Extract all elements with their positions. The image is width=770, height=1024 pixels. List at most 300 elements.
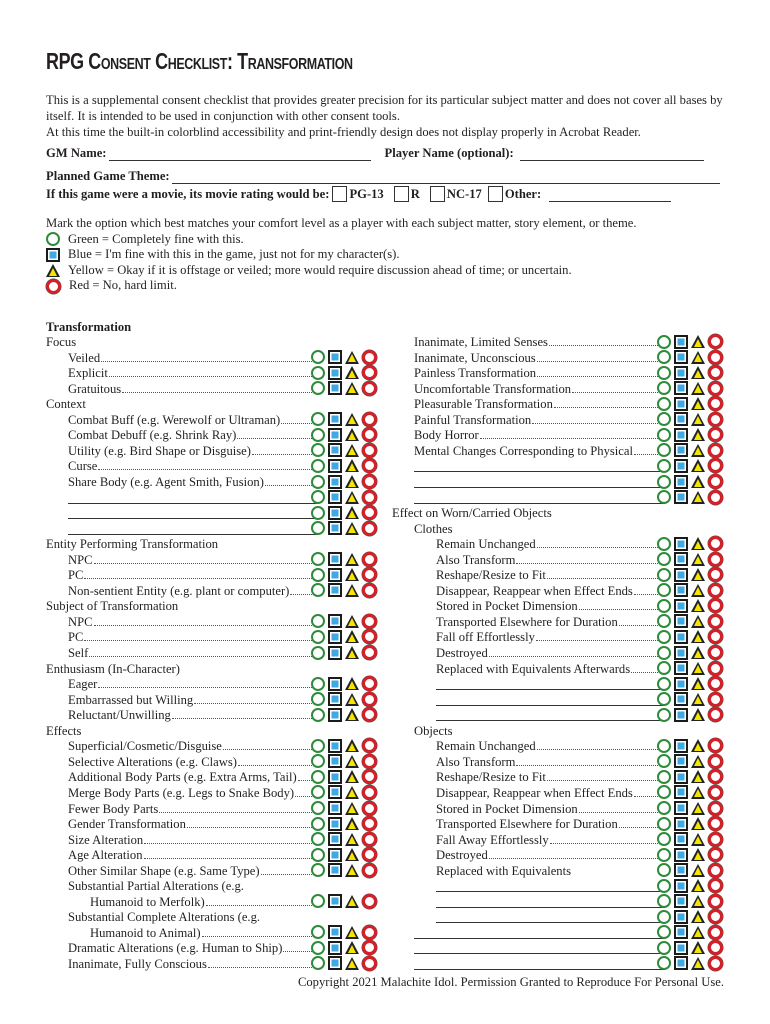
blue-square-icon[interactable] bbox=[328, 459, 342, 473]
yellow-triangle-icon[interactable] bbox=[345, 817, 359, 830]
red-circle-icon[interactable] bbox=[708, 443, 723, 458]
red-circle-icon[interactable] bbox=[708, 396, 723, 411]
green-circle-icon[interactable] bbox=[311, 956, 325, 970]
green-circle-icon[interactable] bbox=[311, 490, 325, 504]
green-circle-icon[interactable] bbox=[657, 630, 671, 644]
green-circle-icon[interactable] bbox=[657, 956, 671, 970]
green-circle-icon[interactable] bbox=[657, 848, 671, 862]
yellow-triangle-icon[interactable] bbox=[345, 475, 359, 488]
blue-square-icon[interactable] bbox=[328, 381, 342, 395]
yellow-triangle-icon[interactable] bbox=[345, 382, 359, 395]
blue-square-icon[interactable] bbox=[674, 770, 688, 784]
yellow-triangle-icon[interactable] bbox=[691, 351, 705, 364]
yellow-triangle-icon[interactable] bbox=[345, 895, 359, 908]
blue-square-icon[interactable] bbox=[674, 475, 688, 489]
yellow-triangle-icon[interactable] bbox=[691, 615, 705, 628]
yellow-triangle-icon[interactable] bbox=[691, 941, 705, 954]
red-circle-icon[interactable] bbox=[708, 427, 723, 442]
green-circle-icon[interactable] bbox=[311, 443, 325, 457]
green-circle-icon[interactable] bbox=[657, 475, 671, 489]
blue-square-icon[interactable] bbox=[674, 630, 688, 644]
blue-square-icon[interactable] bbox=[328, 490, 342, 504]
yellow-triangle-icon[interactable] bbox=[345, 584, 359, 597]
red-circle-icon[interactable] bbox=[362, 940, 377, 955]
write-in-field[interactable] bbox=[436, 705, 665, 706]
yellow-triangle-icon[interactable] bbox=[691, 382, 705, 395]
red-circle-icon[interactable] bbox=[362, 785, 377, 800]
green-circle-icon[interactable] bbox=[311, 475, 325, 489]
write-in-field[interactable] bbox=[436, 907, 665, 908]
blue-square-icon[interactable] bbox=[328, 941, 342, 955]
red-circle-icon[interactable] bbox=[708, 661, 723, 676]
green-circle-icon[interactable] bbox=[311, 754, 325, 768]
blue-square-icon[interactable] bbox=[328, 443, 342, 457]
yellow-triangle-icon[interactable] bbox=[691, 646, 705, 659]
yellow-triangle-icon[interactable] bbox=[345, 351, 359, 364]
green-circle-icon[interactable] bbox=[657, 754, 671, 768]
green-circle-icon[interactable] bbox=[657, 801, 671, 815]
blue-square-icon[interactable] bbox=[328, 552, 342, 566]
blue-square-icon[interactable] bbox=[328, 739, 342, 753]
red-circle-icon[interactable] bbox=[708, 614, 723, 629]
red-circle-icon[interactable] bbox=[708, 878, 723, 893]
green-circle-icon[interactable] bbox=[657, 863, 671, 877]
blue-square-icon[interactable] bbox=[328, 506, 342, 520]
green-circle-icon[interactable] bbox=[311, 521, 325, 535]
blue-square-icon[interactable] bbox=[328, 832, 342, 846]
green-circle-icon[interactable] bbox=[311, 739, 325, 753]
red-circle-icon[interactable] bbox=[362, 505, 377, 520]
write-in-field[interactable] bbox=[414, 471, 665, 472]
green-circle-icon[interactable] bbox=[657, 366, 671, 380]
red-circle-icon[interactable] bbox=[708, 801, 723, 816]
green-circle-icon[interactable] bbox=[311, 568, 325, 582]
blue-square-icon[interactable] bbox=[674, 428, 688, 442]
write-in-field[interactable] bbox=[414, 969, 665, 970]
red-circle-icon[interactable] bbox=[708, 552, 723, 567]
yellow-triangle-icon[interactable] bbox=[691, 786, 705, 799]
red-circle-icon[interactable] bbox=[362, 847, 377, 862]
green-circle-icon[interactable] bbox=[311, 770, 325, 784]
red-circle-icon[interactable] bbox=[708, 412, 723, 427]
red-circle-icon[interactable] bbox=[362, 769, 377, 784]
green-circle-icon[interactable] bbox=[657, 925, 671, 939]
blue-square-icon[interactable] bbox=[674, 785, 688, 799]
red-circle-icon[interactable] bbox=[708, 567, 723, 582]
yellow-triangle-icon[interactable] bbox=[345, 802, 359, 815]
green-circle-icon[interactable] bbox=[311, 894, 325, 908]
green-circle-icon[interactable] bbox=[657, 910, 671, 924]
red-circle-icon[interactable] bbox=[708, 474, 723, 489]
red-circle-icon[interactable] bbox=[362, 956, 377, 971]
green-circle-icon[interactable] bbox=[657, 397, 671, 411]
blue-square-icon[interactable] bbox=[328, 708, 342, 722]
red-circle-icon[interactable] bbox=[362, 676, 377, 691]
red-circle-icon[interactable] bbox=[362, 427, 377, 442]
green-circle-icon[interactable] bbox=[311, 832, 325, 846]
green-circle-icon[interactable] bbox=[657, 817, 671, 831]
yellow-triangle-icon[interactable] bbox=[345, 755, 359, 768]
yellow-triangle-icon[interactable] bbox=[691, 662, 705, 675]
blue-square-icon[interactable] bbox=[674, 599, 688, 613]
green-circle-icon[interactable] bbox=[657, 350, 671, 364]
red-circle-icon[interactable] bbox=[362, 754, 377, 769]
rating-checkbox-pg13[interactable] bbox=[332, 186, 347, 202]
yellow-triangle-icon[interactable] bbox=[691, 428, 705, 441]
yellow-triangle-icon[interactable] bbox=[345, 770, 359, 783]
blue-square-icon[interactable] bbox=[674, 350, 688, 364]
green-circle-icon[interactable] bbox=[311, 646, 325, 660]
green-circle-icon[interactable] bbox=[657, 428, 671, 442]
green-circle-icon[interactable] bbox=[657, 599, 671, 613]
yellow-triangle-icon[interactable] bbox=[345, 522, 359, 535]
red-circle-icon[interactable] bbox=[708, 925, 723, 940]
red-circle-icon[interactable] bbox=[362, 614, 377, 629]
blue-square-icon[interactable] bbox=[328, 366, 342, 380]
yellow-triangle-icon[interactable] bbox=[691, 864, 705, 877]
yellow-triangle-icon[interactable] bbox=[691, 413, 705, 426]
green-circle-icon[interactable] bbox=[311, 630, 325, 644]
red-circle-icon[interactable] bbox=[708, 334, 723, 349]
yellow-triangle-icon[interactable] bbox=[691, 708, 705, 721]
yellow-triangle-icon[interactable] bbox=[691, 770, 705, 783]
green-circle-icon[interactable] bbox=[657, 739, 671, 753]
blue-square-icon[interactable] bbox=[674, 335, 688, 349]
green-circle-icon[interactable] bbox=[311, 785, 325, 799]
yellow-triangle-icon[interactable] bbox=[345, 459, 359, 472]
blue-square-icon[interactable] bbox=[674, 552, 688, 566]
blue-square-icon[interactable] bbox=[328, 848, 342, 862]
blue-square-icon[interactable] bbox=[674, 692, 688, 706]
blue-square-icon[interactable] bbox=[328, 894, 342, 908]
red-circle-icon[interactable] bbox=[362, 738, 377, 753]
yellow-triangle-icon[interactable] bbox=[691, 817, 705, 830]
yellow-triangle-icon[interactable] bbox=[345, 957, 359, 970]
blue-square-icon[interactable] bbox=[674, 739, 688, 753]
yellow-triangle-icon[interactable] bbox=[345, 786, 359, 799]
green-circle-icon[interactable] bbox=[657, 770, 671, 784]
green-circle-icon[interactable] bbox=[657, 459, 671, 473]
red-circle-icon[interactable] bbox=[362, 863, 377, 878]
green-circle-icon[interactable] bbox=[311, 677, 325, 691]
yellow-triangle-icon[interactable] bbox=[691, 755, 705, 768]
blue-square-icon[interactable] bbox=[674, 677, 688, 691]
red-circle-icon[interactable] bbox=[362, 365, 377, 380]
yellow-triangle-icon[interactable] bbox=[691, 879, 705, 892]
write-in-field[interactable] bbox=[414, 938, 665, 939]
red-circle-icon[interactable] bbox=[708, 458, 723, 473]
yellow-triangle-icon[interactable] bbox=[691, 475, 705, 488]
blue-square-icon[interactable] bbox=[674, 397, 688, 411]
green-circle-icon[interactable] bbox=[657, 785, 671, 799]
blue-square-icon[interactable] bbox=[328, 817, 342, 831]
yellow-triangle-icon[interactable] bbox=[691, 584, 705, 597]
blue-square-icon[interactable] bbox=[328, 568, 342, 582]
blue-square-icon[interactable] bbox=[674, 381, 688, 395]
green-circle-icon[interactable] bbox=[657, 692, 671, 706]
blue-square-icon[interactable] bbox=[674, 956, 688, 970]
blue-square-icon[interactable] bbox=[674, 459, 688, 473]
write-in-field[interactable] bbox=[414, 487, 665, 488]
blue-square-icon[interactable] bbox=[328, 583, 342, 597]
yellow-triangle-icon[interactable] bbox=[345, 413, 359, 426]
green-circle-icon[interactable] bbox=[311, 941, 325, 955]
red-circle-icon[interactable] bbox=[362, 412, 377, 427]
red-circle-icon[interactable] bbox=[708, 785, 723, 800]
blue-square-icon[interactable] bbox=[328, 754, 342, 768]
yellow-triangle-icon[interactable] bbox=[691, 491, 705, 504]
green-circle-icon[interactable] bbox=[311, 412, 325, 426]
blue-square-icon[interactable] bbox=[328, 350, 342, 364]
blue-square-icon[interactable] bbox=[674, 646, 688, 660]
yellow-triangle-icon[interactable] bbox=[345, 428, 359, 441]
write-in-field[interactable] bbox=[436, 720, 665, 721]
green-circle-icon[interactable] bbox=[311, 848, 325, 862]
green-circle-icon[interactable] bbox=[657, 412, 671, 426]
green-circle-icon[interactable] bbox=[311, 863, 325, 877]
red-circle-icon[interactable] bbox=[708, 707, 723, 722]
green-circle-icon[interactable] bbox=[311, 428, 325, 442]
red-circle-icon[interactable] bbox=[708, 754, 723, 769]
gm-name-field[interactable] bbox=[109, 148, 371, 161]
yellow-triangle-icon[interactable] bbox=[691, 397, 705, 410]
red-circle-icon[interactable] bbox=[708, 676, 723, 691]
yellow-triangle-icon[interactable] bbox=[345, 693, 359, 706]
blue-square-icon[interactable] bbox=[328, 428, 342, 442]
red-circle-icon[interactable] bbox=[708, 598, 723, 613]
yellow-triangle-icon[interactable] bbox=[691, 926, 705, 939]
red-circle-icon[interactable] bbox=[708, 909, 723, 924]
yellow-triangle-icon[interactable] bbox=[345, 491, 359, 504]
blue-square-icon[interactable] bbox=[674, 817, 688, 831]
red-circle-icon[interactable] bbox=[362, 894, 377, 909]
blue-square-icon[interactable] bbox=[674, 490, 688, 504]
red-circle-icon[interactable] bbox=[708, 365, 723, 380]
blue-square-icon[interactable] bbox=[674, 583, 688, 597]
yellow-triangle-icon[interactable] bbox=[345, 833, 359, 846]
green-circle-icon[interactable] bbox=[657, 661, 671, 675]
rating-checkbox-r[interactable] bbox=[394, 186, 409, 202]
yellow-triangle-icon[interactable] bbox=[691, 568, 705, 581]
blue-square-icon[interactable] bbox=[674, 443, 688, 457]
red-circle-icon[interactable] bbox=[362, 521, 377, 536]
blue-square-icon[interactable] bbox=[328, 692, 342, 706]
red-circle-icon[interactable] bbox=[362, 583, 377, 598]
red-circle-icon[interactable] bbox=[362, 443, 377, 458]
green-circle-icon[interactable] bbox=[657, 381, 671, 395]
green-circle-icon[interactable] bbox=[311, 801, 325, 815]
yellow-triangle-icon[interactable] bbox=[345, 506, 359, 519]
red-circle-icon[interactable] bbox=[708, 894, 723, 909]
rating-checkbox-nc17[interactable] bbox=[430, 186, 445, 202]
blue-square-icon[interactable] bbox=[674, 568, 688, 582]
green-circle-icon[interactable] bbox=[657, 537, 671, 551]
yellow-triangle-icon[interactable] bbox=[691, 677, 705, 690]
yellow-triangle-icon[interactable] bbox=[345, 848, 359, 861]
green-circle-icon[interactable] bbox=[657, 490, 671, 504]
red-circle-icon[interactable] bbox=[708, 490, 723, 505]
blue-square-icon[interactable] bbox=[674, 661, 688, 675]
red-circle-icon[interactable] bbox=[708, 738, 723, 753]
red-circle-icon[interactable] bbox=[708, 629, 723, 644]
green-circle-icon[interactable] bbox=[657, 879, 671, 893]
red-circle-icon[interactable] bbox=[708, 816, 723, 831]
blue-square-icon[interactable] bbox=[328, 925, 342, 939]
player-name-field[interactable] bbox=[520, 148, 704, 161]
write-in-field[interactable] bbox=[68, 518, 319, 519]
blue-square-icon[interactable] bbox=[674, 894, 688, 908]
green-circle-icon[interactable] bbox=[311, 366, 325, 380]
red-circle-icon[interactable] bbox=[708, 769, 723, 784]
blue-square-icon[interactable] bbox=[674, 614, 688, 628]
green-circle-icon[interactable] bbox=[657, 894, 671, 908]
yellow-triangle-icon[interactable] bbox=[345, 630, 359, 643]
blue-square-icon[interactable] bbox=[674, 863, 688, 877]
red-circle-icon[interactable] bbox=[362, 458, 377, 473]
green-circle-icon[interactable] bbox=[311, 614, 325, 628]
yellow-triangle-icon[interactable] bbox=[691, 739, 705, 752]
blue-square-icon[interactable] bbox=[674, 708, 688, 722]
red-circle-icon[interactable] bbox=[708, 940, 723, 955]
yellow-triangle-icon[interactable] bbox=[691, 802, 705, 815]
green-circle-icon[interactable] bbox=[311, 459, 325, 473]
yellow-triangle-icon[interactable] bbox=[345, 366, 359, 379]
green-circle-icon[interactable] bbox=[311, 708, 325, 722]
red-circle-icon[interactable] bbox=[362, 381, 377, 396]
blue-square-icon[interactable] bbox=[328, 801, 342, 815]
yellow-triangle-icon[interactable] bbox=[691, 537, 705, 550]
blue-square-icon[interactable] bbox=[328, 785, 342, 799]
write-in-field[interactable] bbox=[68, 503, 319, 504]
blue-square-icon[interactable] bbox=[674, 925, 688, 939]
yellow-triangle-icon[interactable] bbox=[691, 366, 705, 379]
red-circle-icon[interactable] bbox=[708, 956, 723, 971]
red-circle-icon[interactable] bbox=[362, 645, 377, 660]
rating-checkbox-other[interactable] bbox=[488, 186, 503, 202]
red-circle-icon[interactable] bbox=[708, 832, 723, 847]
blue-square-icon[interactable] bbox=[674, 832, 688, 846]
blue-square-icon[interactable] bbox=[674, 848, 688, 862]
write-in-field[interactable] bbox=[436, 922, 665, 923]
green-circle-icon[interactable] bbox=[657, 614, 671, 628]
write-in-field[interactable] bbox=[414, 953, 665, 954]
blue-square-icon[interactable] bbox=[328, 646, 342, 660]
blue-square-icon[interactable] bbox=[674, 754, 688, 768]
yellow-triangle-icon[interactable] bbox=[691, 833, 705, 846]
blue-square-icon[interactable] bbox=[674, 412, 688, 426]
green-circle-icon[interactable] bbox=[657, 443, 671, 457]
green-circle-icon[interactable] bbox=[657, 335, 671, 349]
theme-field[interactable] bbox=[172, 171, 720, 184]
yellow-triangle-icon[interactable] bbox=[345, 568, 359, 581]
red-circle-icon[interactable] bbox=[362, 925, 377, 940]
green-circle-icon[interactable] bbox=[657, 832, 671, 846]
blue-square-icon[interactable] bbox=[674, 941, 688, 955]
red-circle-icon[interactable] bbox=[708, 583, 723, 598]
yellow-triangle-icon[interactable] bbox=[345, 615, 359, 628]
red-circle-icon[interactable] bbox=[362, 707, 377, 722]
yellow-triangle-icon[interactable] bbox=[345, 677, 359, 690]
red-circle-icon[interactable] bbox=[362, 832, 377, 847]
red-circle-icon[interactable] bbox=[708, 645, 723, 660]
yellow-triangle-icon[interactable] bbox=[345, 864, 359, 877]
red-circle-icon[interactable] bbox=[362, 567, 377, 582]
yellow-triangle-icon[interactable] bbox=[345, 926, 359, 939]
blue-square-icon[interactable] bbox=[328, 770, 342, 784]
write-in-field[interactable] bbox=[68, 534, 319, 535]
green-circle-icon[interactable] bbox=[657, 646, 671, 660]
blue-square-icon[interactable] bbox=[674, 801, 688, 815]
green-circle-icon[interactable] bbox=[657, 708, 671, 722]
red-circle-icon[interactable] bbox=[362, 801, 377, 816]
yellow-triangle-icon[interactable] bbox=[345, 708, 359, 721]
blue-square-icon[interactable] bbox=[674, 366, 688, 380]
red-circle-icon[interactable] bbox=[362, 490, 377, 505]
yellow-triangle-icon[interactable] bbox=[345, 739, 359, 752]
write-in-field[interactable] bbox=[414, 503, 665, 504]
yellow-triangle-icon[interactable] bbox=[345, 444, 359, 457]
green-circle-icon[interactable] bbox=[657, 583, 671, 597]
yellow-triangle-icon[interactable] bbox=[691, 335, 705, 348]
red-circle-icon[interactable] bbox=[362, 816, 377, 831]
green-circle-icon[interactable] bbox=[657, 568, 671, 582]
blue-square-icon[interactable] bbox=[328, 956, 342, 970]
green-circle-icon[interactable] bbox=[311, 506, 325, 520]
yellow-triangle-icon[interactable] bbox=[345, 646, 359, 659]
yellow-triangle-icon[interactable] bbox=[345, 941, 359, 954]
blue-square-icon[interactable] bbox=[328, 614, 342, 628]
yellow-triangle-icon[interactable] bbox=[345, 553, 359, 566]
red-circle-icon[interactable] bbox=[708, 350, 723, 365]
blue-square-icon[interactable] bbox=[328, 677, 342, 691]
green-circle-icon[interactable] bbox=[657, 552, 671, 566]
green-circle-icon[interactable] bbox=[311, 692, 325, 706]
red-circle-icon[interactable] bbox=[362, 350, 377, 365]
green-circle-icon[interactable] bbox=[311, 925, 325, 939]
yellow-triangle-icon[interactable] bbox=[691, 910, 705, 923]
yellow-triangle-icon[interactable] bbox=[691, 957, 705, 970]
blue-square-icon[interactable] bbox=[328, 475, 342, 489]
yellow-triangle-icon[interactable] bbox=[691, 444, 705, 457]
yellow-triangle-icon[interactable] bbox=[691, 553, 705, 566]
red-circle-icon[interactable] bbox=[708, 692, 723, 707]
green-circle-icon[interactable] bbox=[311, 350, 325, 364]
blue-square-icon[interactable] bbox=[674, 910, 688, 924]
yellow-triangle-icon[interactable] bbox=[691, 848, 705, 861]
red-circle-icon[interactable] bbox=[362, 552, 377, 567]
green-circle-icon[interactable] bbox=[311, 552, 325, 566]
yellow-triangle-icon[interactable] bbox=[691, 895, 705, 908]
yellow-triangle-icon[interactable] bbox=[691, 630, 705, 643]
blue-square-icon[interactable] bbox=[328, 521, 342, 535]
green-circle-icon[interactable] bbox=[657, 941, 671, 955]
blue-square-icon[interactable] bbox=[674, 537, 688, 551]
green-circle-icon[interactable] bbox=[311, 381, 325, 395]
green-circle-icon[interactable] bbox=[657, 677, 671, 691]
red-circle-icon[interactable] bbox=[362, 474, 377, 489]
green-circle-icon[interactable] bbox=[311, 817, 325, 831]
red-circle-icon[interactable] bbox=[362, 629, 377, 644]
rating-other-field[interactable] bbox=[549, 189, 671, 202]
blue-square-icon[interactable] bbox=[674, 879, 688, 893]
yellow-triangle-icon[interactable] bbox=[691, 599, 705, 612]
red-circle-icon[interactable] bbox=[708, 847, 723, 862]
blue-square-icon[interactable] bbox=[328, 630, 342, 644]
blue-square-icon[interactable] bbox=[328, 863, 342, 877]
write-in-field[interactable] bbox=[436, 891, 665, 892]
red-circle-icon[interactable] bbox=[362, 692, 377, 707]
red-circle-icon[interactable] bbox=[708, 536, 723, 551]
